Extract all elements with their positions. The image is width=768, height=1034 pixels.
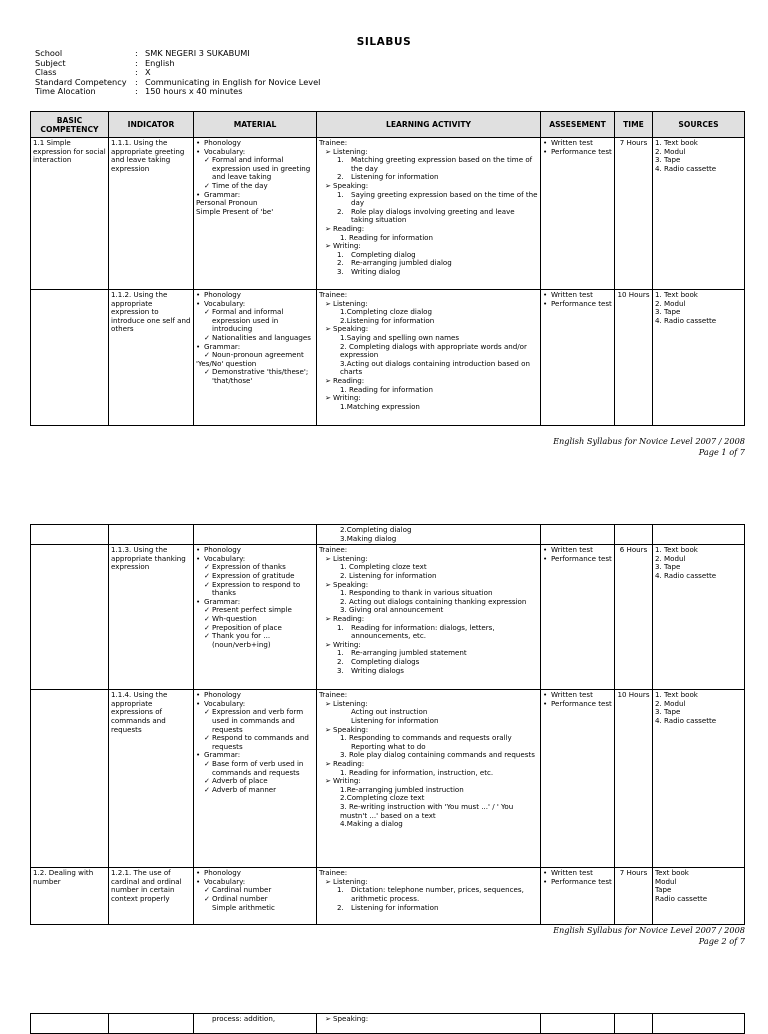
check-icon: ✓ <box>204 605 210 615</box>
assessment-cell: • Written test • Performance test <box>541 868 615 925</box>
arrow-bullet-icon: ➢ <box>325 146 331 156</box>
meta-row-time: Time Alocation : 150 hours x 40 minutes <box>35 86 243 97</box>
learning-activity-cell: Trainee: ➢ Listening: Acting out instruction Listening for information ➢ Speaking: 1. Responding to commands and requests orally Reporting what to do 3. Role play dialog containing commands and requests ➢ Reading: 1. Reading for information, instruction, etc. ➢ Writing: 1.Re-arranging jumbled instruction 2.Completing cloze text 3. Re-writing instruction with 'You must ...' / ' You mustn't ...' based on a text 4.Making a dialog <box>317 690 541 868</box>
arrow-bullet-icon: ➢ <box>325 180 331 190</box>
table-row <box>31 545 745 690</box>
check-icon: ✓ <box>204 733 210 743</box>
check-icon: ✓ <box>204 367 210 377</box>
check-icon: ✓ <box>204 562 210 572</box>
learning-activity-cell: 2.Completing dialog 3.Making dialog <box>317 525 541 545</box>
arrow-bullet-icon: ➢ <box>325 298 331 308</box>
check-icon: ✓ <box>204 631 210 641</box>
time-cell: 10 Hours <box>615 290 653 426</box>
indicator-cell: 1.2.1. The use of cardinal and ordinal number in certain context properly <box>109 868 194 925</box>
time-cell: 6 Hours <box>615 545 653 690</box>
check-icon: ✓ <box>204 155 210 165</box>
assessment-cell: • Written test • Performance test <box>541 690 615 868</box>
arrow-bullet-icon: ➢ <box>325 375 331 385</box>
learning-activity-cell: Trainee: ➢ Listening: 1. Matching greeting expression based on the time of the day 2. Listening for information ➢ Speaking: 1. Saying greeting expression based on the time of the day 2. Role play dialogs involving greeting and leave taking situation ➢ Reading: 1. Reading for information ➢ Writing: 1. Completing dialog 2. Re-arranging jumbled dialog 3. Writing dialog <box>317 138 541 290</box>
material-cell: • Phonology • Vocabulary: ✓ Formal and informal expression used in introducing ✓ Nationalities and languages • Grammar: ✓ Noun-pronoun agreement 'Yes/No' question ✓ Demonstrative 'this/these'; 'that/those' <box>194 290 317 426</box>
header-learning-activity: LEARNING ACTIVITY <box>317 112 541 138</box>
assessment-cell: • Written test • Performance test <box>541 138 615 290</box>
meta-row-class: Class : X <box>35 67 151 78</box>
meta-row-subject: Subject : English <box>35 57 175 68</box>
sources-cell: 1. Text book 2. Modul 3. Tape 4. Radio cassette <box>653 690 745 868</box>
arrow-bullet-icon: ➢ <box>325 724 331 734</box>
check-icon: ✓ <box>204 622 210 632</box>
assessment-cell: • Written test • Performance test <box>541 545 615 690</box>
learning-activity-cell: ➢ Speaking: <box>317 1014 541 1034</box>
basic-competency-cell: 1.1 Simple expression for social interaction <box>31 138 109 290</box>
arrow-bullet-icon: ➢ <box>325 579 331 589</box>
sources-cell: 1. Text book 2. Modul 3. Tape 4. Radio cassette <box>653 545 745 690</box>
learning-activity-cell: Trainee: ➢ Listening: 1. Completing cloze text 2. Listening for information ➢ Speaking: 1. Responding to thank in various situation 2. Acting out dialogs containing thanking expression 3. Giving oral announcement ➢ Reading: 1. Reading for information: dialogs, letters, announcements, etc. ➢ Writing: 1. Re-arranging jumbled statement 2. Completing dialogs 3. Writing dialogs <box>317 545 541 690</box>
indicator-cell: 1.1.1. Using the appropriate greeting and leave taking expression <box>109 138 194 290</box>
header-sources: SOURCES <box>653 112 745 138</box>
syllabus-table-page-1 <box>30 111 745 426</box>
learning-activity-cell: Trainee: ➢ Listening: 1. Dictation: telephone number, prices, sequences, arithmetic process. 2. Listening for information <box>317 868 541 925</box>
basic-competency-cell <box>31 545 109 690</box>
check-icon: ✓ <box>204 893 210 903</box>
indicator-cell: 1.1.3. Using the appropriate thanking expression <box>109 545 194 690</box>
syllabus-table-page-2 <box>30 524 745 925</box>
material-cell: • Phonology • Vocabulary: ✓ Cardinal number ✓ Ordinal number Simple arithmetic <box>194 868 317 925</box>
learning-activity-cell: Trainee: ➢ Listening: 1.Completing cloze dialog 2.Listening for information ➢ Speaking: 1.Saying and spelling own names 2. Completing dialogs with appropriate words and/or expression 3.Acting out dialogs containing introduction based on charts ➢ Reading: 1. Reading for information ➢ Writing: 1.Matching expression <box>317 290 541 426</box>
header-material: MATERIAL <box>194 112 317 138</box>
check-icon: ✓ <box>204 350 210 360</box>
document-title: SILABUS <box>356 36 412 48</box>
arrow-bullet-icon: ➢ <box>325 876 331 886</box>
sources-cell: Text book Modul Tape Radio cassette <box>653 868 745 925</box>
header-indicator: INDICATOR <box>109 112 194 138</box>
time-cell: 10 Hours <box>615 690 653 868</box>
indicator-cell: 1.1.4. Using the appropriate expressions of commands and requests <box>109 690 194 868</box>
arrow-bullet-icon: ➢ <box>325 393 331 403</box>
check-icon: ✓ <box>204 180 210 190</box>
arrow-bullet-icon: ➢ <box>325 758 331 768</box>
arrow-bullet-icon: ➢ <box>325 324 331 334</box>
arrow-bullet-icon: ➢ <box>325 776 331 786</box>
check-icon: ✓ <box>204 613 210 623</box>
time-cell: 7 Hours <box>615 868 653 925</box>
assessment-cell: • Written test • Performance test <box>541 290 615 426</box>
sources-cell: 1. Text book 2. Modul 3. Tape 4. Radio cassette <box>653 138 745 290</box>
table-row <box>31 690 745 868</box>
table-row <box>31 868 745 925</box>
check-icon: ✓ <box>204 707 210 717</box>
material-cell: • Phonology • Vocabulary: ✓ Expression of thanks ✓ Expression of gratitude ✓ Expression to respond to thanks • Grammar: ✓ Present perfect simple ✓ Wh-question ✓ Preposition of place ✓ Thank you for ... (noun/verb+ing) <box>194 545 317 690</box>
page-footer-1: English Syllabus for Novice Level 2007 / 2008 Page 1 of 7 <box>553 436 745 457</box>
check-icon: ✓ <box>204 332 210 342</box>
arrow-bullet-icon: ➢ <box>325 639 331 649</box>
check-icon: ✓ <box>204 570 210 580</box>
table-row <box>31 138 745 290</box>
check-icon: ✓ <box>204 307 210 317</box>
material-cell: • Phonology • Vocabulary: ✓ Expression and verb form used in commands and requests ✓ Respond to commands and requests • Grammar: ✓ Base form of verb used in commands and requests ✓ Adverb of place ✓ Adverb of manner <box>194 690 317 868</box>
check-icon: ✓ <box>204 776 210 786</box>
arrow-bullet-icon: ➢ <box>325 698 331 708</box>
header-assessment: ASSESEMENT <box>541 112 615 138</box>
sources-cell: 1. Text book 2. Modul 3. Tape 4. Radio cassette <box>653 290 745 426</box>
basic-competency-cell <box>31 290 109 426</box>
meta-row-competency: Standard Competency : Communicating in English for Novice Level <box>35 76 321 87</box>
check-icon: ✓ <box>204 758 210 768</box>
document-meta <box>35 49 320 97</box>
arrow-bullet-icon: ➢ <box>325 1014 331 1023</box>
arrow-bullet-icon: ➢ <box>325 223 331 233</box>
basic-competency-cell: 1.2. Dealing with number <box>31 868 109 925</box>
check-icon: ✓ <box>204 784 210 794</box>
table-row <box>31 290 745 426</box>
check-icon: ✓ <box>204 579 210 589</box>
check-icon: ✓ <box>204 885 210 895</box>
arrow-bullet-icon: ➢ <box>325 553 331 563</box>
meta-row-school: School : SMK NEGERI 3 SUKABUMI <box>35 48 250 58</box>
indicator-cell: 1.1.2. Using the appropriate expression to introduce one self and others <box>109 290 194 426</box>
material-cell: process: addition, <box>194 1014 317 1034</box>
arrow-bullet-icon: ➢ <box>325 241 331 251</box>
material-cell: • Phonology • Vocabulary: ✓ Formal and informal expression used in greeting and leave taking ✓ Time of the day • Grammar: Personal Pronoun Simple Present of 'be' <box>194 138 317 290</box>
arrow-bullet-icon: ➢ <box>325 613 331 623</box>
basic-competency-cell <box>31 690 109 868</box>
table-row <box>31 525 745 545</box>
page-footer-2: English Syllabus for Novice Level 2007 / 2008 Page 2 of 7 <box>553 925 745 946</box>
header-time: TIME <box>615 112 653 138</box>
header-basic-competency: BASIC COMPETENCY <box>31 112 109 138</box>
time-cell: 7 Hours <box>615 138 653 290</box>
